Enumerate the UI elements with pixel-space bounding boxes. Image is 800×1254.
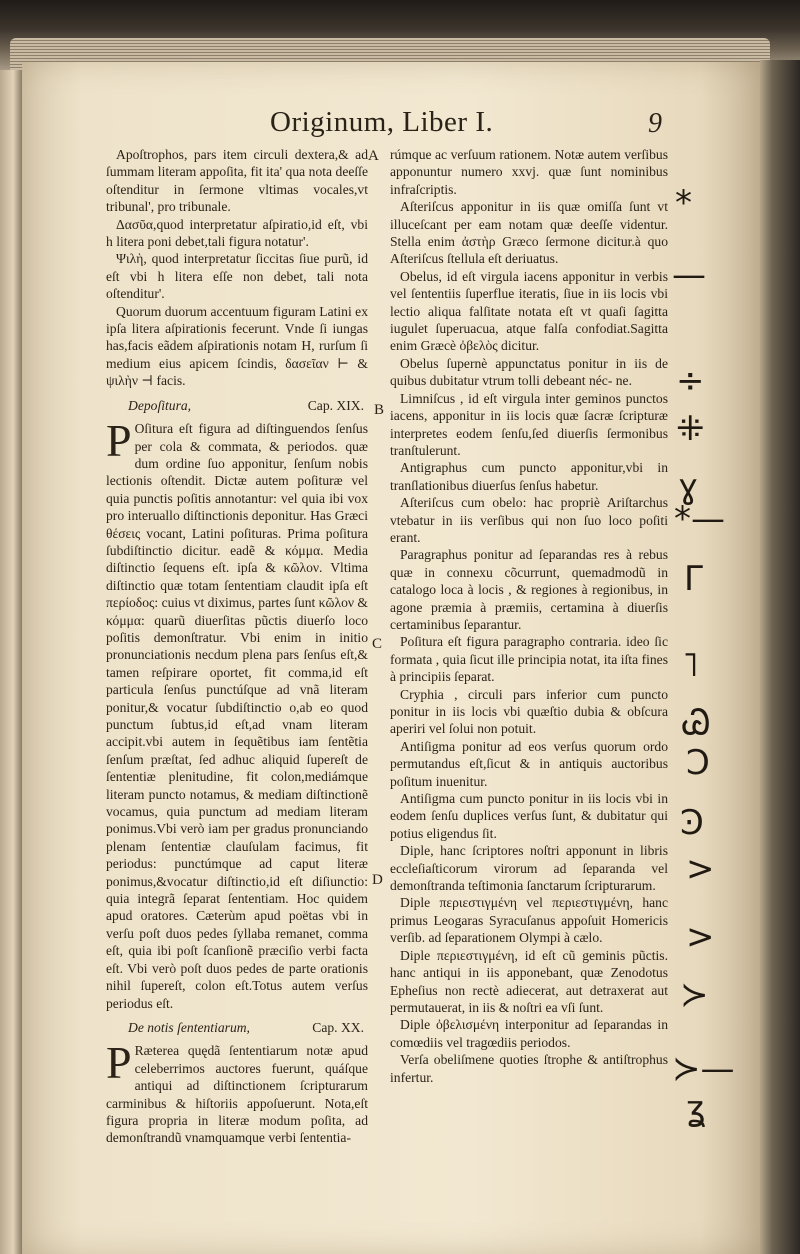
diple-periestigmene-symbol: > xyxy=(686,917,715,957)
paragraph: Diple, hanc ſcriptores noſtri apponunt in libris eccleſiaſticorum virorum ad ſeparanda vel demonſtranda teſtimonia ſanctarum ſcripturarum. xyxy=(390,843,668,894)
asterisk-obelus-symbol: *— xyxy=(674,499,725,539)
reversed-obelismene-symbol: ʓ xyxy=(686,1089,706,1129)
paragraph xyxy=(106,415,368,1012)
paragraph: Limniſcus , id eſt virgula inter geminos punctos iacens, apponitur in iis locis quæ ſacræ ſcripturæ interpretes eodem ſenſu,ſed diuerſis ſermonibus tranſtulerunt. xyxy=(390,390,668,458)
paragraph: Obelus, id eſt virgula iacens apponitur in verbis vel ſententiis ſuperflue iteratis, ſiue in iis locis vbi lectio aliqua falſitate notata eſt vt quaſi ſagitta iugulet ſuperuacua, atque falſa confodiat.Sagitta enim Græcè ὀβελὸς dicitur. xyxy=(390,268,668,354)
paragraph: Diple ὀβελισμένη interponitur ad ſeparandas in comœdiis vel tragœdiis periodos. xyxy=(390,1017,668,1050)
margin-letter: D xyxy=(372,872,383,888)
paragraph: Antiſigma ponitur ad eos verſus quorum ordo permutandus eſt,ſicut & in antiquis auctoribus poſitum inuenitur. xyxy=(390,738,668,789)
paragraph: Antigraphus cum puncto apponitur,vbi in tranſlationibus diuerſus ſenſus habetur. xyxy=(390,460,668,493)
chapter-heading xyxy=(128,1019,364,1036)
paragraph: Ψιλὴ, quod interpretatur ſiccitas ſiue purũ, id eſt vbi h litera eſſe non debet, tali nota oſtenditur'. xyxy=(106,251,368,302)
antigraphus-symbol: ɣ xyxy=(678,467,699,507)
chapter-number: Cap. XX. xyxy=(312,1019,364,1035)
paragraph: Diple περιεστιγμένη, id eſt cũ geminis pũctis. hanc antiqui in iis apponebant, quæ Zenodotus Epheſius non rectè adiecerat, aut detraxerat aut permutauerat, in iis & noſtri ea vſi ſunt. xyxy=(390,947,668,1015)
paragraphus-symbol: Γ xyxy=(684,559,703,599)
paragraph: Aſteriſcus apponitur in iis quæ omiſſa ſunt vt illuceſcant per eam notam quæ deeſſe videntur. Stella enim ἀστὴρ Græco ſermone dicitur.à quo Aſteriſcus ſtellula eſt deriuatus. xyxy=(390,199,668,267)
paragraph: Δασῦα,quod interpretatur aſpiratio,id eſt, vbi h litera poni debet,tali figura notatur'. xyxy=(106,216,368,250)
diple-dotted-symbol: ≻ xyxy=(680,975,709,1015)
paragraph-text: Oſitura eſt figura ad diſtinguendos ſenſus per cola & commata, & periodos. quæ dum ordine ſuo apponitur, ſenſum nobis lectionis oſtendit. Dictæ autem poſituræ vel quia punctis poſitis annotantur: vel quia ibi vox pro interuallo diſtinctionis deponitur. Has Græci θέσεις vocant, Latini poſituras. Prima poſitura ſubdiſtinctio dicitur. eadẽ & κόμμα. Media diſtinctio ſequens eſt. ipſa & κῶλον. Vltima diſtinctio quæ totam ſententiam claudit ipſa eſt περίοδος: cuius vt diximus, partes ſunt κῶλον & κόμμα: quarũ diuerſitas pũctis diuerſo loco poſitis demonſtratur. Vbi enim in initio pronunciationis necdum plena pars ſenſus eſt,& tamen reſpirare oportet, fit comma,id eſt particula ſenſus punctúſque ad vnã literam ponitur,& vocatur ſubdiſtinctio o,ab eo quod punctum ſubtus,id eſt,ad vnam literam accipit.vbi autem in ſequẽtibus iam ſentẽtia ſenſum præſtat, ſed adhuc aliquid ſupereſt de ſententiæ plenitudine, fit colon,mediámque literam puncto notamus, & mediam diſtinctionẽ vocamus, quia punctum ad mediam literam ponimus.Vbi verò iam per gradus pronunciando plenam ſententiæ clauſulam facimus, fit periodus: punctúmque ad caput literæ ponimus,&vocatur diſtinctio,id eſt diſiunctio: quia integrã ſeparat ſententiam. Hoc quidem apud oratores. Cæterùm apud poëtas vbi in verſu poſt duos pedes ſyllaba remanet, comma eſt, quia ibi poſt ſcanſionẽ præciſio verbi facta eſt. Vbi verò poſt duos pedes de parte orationis nihil ſupereſt, colon eſt.Totus autem verſus periodus eſt. xyxy=(106,421,368,1011)
chapter-title: De notis ſententiarum, xyxy=(128,1019,250,1035)
right-column xyxy=(390,146,668,1086)
obelus-dotted-symbol: ÷ xyxy=(676,361,705,401)
paragraph: Antiſigma cum puncto ponitur in iis locis vbi in eodem ſenſu duplices verſus ſunt, & dubitatur qui potius eligendus ſit. xyxy=(390,791,668,841)
paragraph: Aſteriſcus cum obelo: hac propriè Ariſtarchus vtebatur in iis verſibus qui non ſuo loco poſiti erant. xyxy=(390,495,668,545)
positura-symbol: ˥ xyxy=(682,645,699,685)
cryphia-symbol: Ꮚ xyxy=(682,703,711,743)
margin-letter: C xyxy=(372,636,383,652)
paragraph-text: Ræterea quędã ſententiarum notæ apud celeberrimos auctores fuerunt, quáſque antiqui ad diſtinctionem ſcripturarum carminibus & hiſtoriis appoſuerunt. Nota,eſt figura propria in literæ modum poſita, ad demonſtrandũ vnamquamque verbi ſententia- xyxy=(106,1043,368,1146)
diple-symbol: > xyxy=(686,849,715,889)
paragraph: Paragraphus ponitur ad ſeparandas res à rebus quæ in connexu cõcurrunt, quemadmodũ in catalogo loca à locis , & regiones à regionibus, in agone præmia à præmiis, certamina à diuerſis certaminibus ſeparantur. xyxy=(390,547,668,632)
paragraph: Verſa obeliſmene quoties ſtrophe & antiſtrophus infertur. xyxy=(390,1052,668,1085)
drop-cap: P xyxy=(106,1037,132,1089)
paragraph: Poſitura eſt figura paragrapho contraria. ideo ſic formata , quia ſicut ille principia notat, ita iſta fines à principiis ſeparat. xyxy=(390,634,668,685)
paragraph: Diple περιεστιγμένη vel περιεστιγμένη, hanc primus Leogaras Syracuſanus appoſuit Homericis verſib. ad ſeparationem Olympi à cælo. xyxy=(390,895,668,946)
chapter-title: Depoſitura, xyxy=(128,397,192,413)
paragraph xyxy=(106,1037,368,1146)
paragraph: Cryphia , circuli pars inferior cum puncto ponitur in iis locis vbi quæſtio dubia & obſcura aperiri vel ſolui non potuit. xyxy=(390,686,668,737)
drop-cap: P xyxy=(106,415,132,467)
page-number: 9 xyxy=(648,108,662,139)
diple-obelismene-symbol: ≻— xyxy=(672,1049,735,1089)
paragraph: rúmque ac verſuum rationem. Notæ autem verſibus apponuntur numero xxvj. quæ ſunt nominibus infraſcriptis. xyxy=(390,147,668,197)
obelus-symbol: — xyxy=(672,255,706,295)
margin-letter: B xyxy=(374,402,385,418)
lemniscus-symbol: ⁜ xyxy=(676,409,705,449)
chapter-heading xyxy=(128,397,364,414)
paragraph: Apoſtrophos, pars item circuli dextera,& ad ſummam literam appoſita, fit ita' qua nota deeſſe oſtenditur in ſermone vltimas vocales,vt tribunal', pro tribunale. xyxy=(106,147,368,215)
left-column xyxy=(106,146,368,1147)
chapter-number: Cap. XIX. xyxy=(307,397,364,413)
antisigma-symbol: Ͻ xyxy=(686,743,710,783)
antisigma-dotted-symbol: Ͽ xyxy=(680,803,704,843)
right-page-edge xyxy=(760,60,800,1254)
paragraph: Quorum duorum accentuum figuram Latini ex ipſa litera aſpirationis fecerunt. Vnde ſi iungas has,facis eãdem aſpirationis notam H, rurſum ſi medium eius apicem ſcindis, δασεῖαν ⊢ & ψιλὴν ⊣ facis. xyxy=(106,303,368,389)
running-head: Originum, Liber I. xyxy=(270,106,494,138)
margin-letter: A xyxy=(368,148,379,164)
asterisk-symbol: * xyxy=(675,183,692,223)
paragraph: Obelus ſupernè appunctatus ponitur in iis de quibus dubitatur vtrum tolli debeant néc- ne. xyxy=(390,355,668,389)
left-page-edge xyxy=(0,70,22,1254)
